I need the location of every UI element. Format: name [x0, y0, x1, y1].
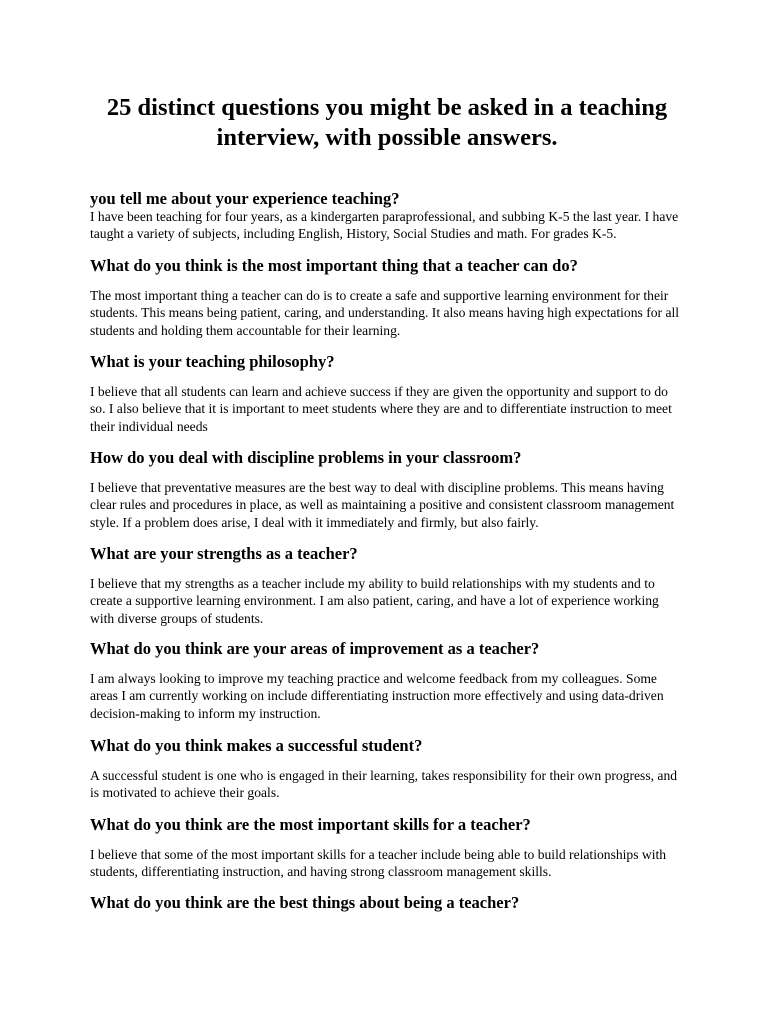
question-heading: How do you deal with discipline problems in your classroom? [90, 448, 522, 467]
answer-paragraph: I believe that preventative measures are the best way to deal with discipline problems. This means having clear rules and procedures in place, as well as maintaining a positive and consistent classroom management style. If a problem does arise, I deal with it immediately and firmly, but also fairly. [90, 480, 675, 530]
answer-paragraph: I believe that some of the most important skills for a teacher include being able to build relationships with students, differentiating instruction, and having strong classroom management skills. [90, 847, 667, 880]
question-heading: What are your strengths as a teacher? [90, 544, 358, 563]
question-heading: What do you think makes a successful student? [90, 736, 423, 755]
question-heading: you tell me about your experience teaching? [90, 189, 400, 208]
answer-paragraph: I am always looking to improve my teaching practice and welcome feedback from my colleagues. Some areas I am currently working on include differentiating instruction more effectively and using data-driven decision-making to inform my instruction. [90, 671, 664, 721]
document-title: 25 distinct questions you might be asked in a teaching interview, with possible answers. [106, 94, 668, 151]
question-heading: What is your teaching philosophy? [90, 352, 335, 371]
answer-paragraph: I believe that my strengths as a teacher include my ability to build relationships with my students and to create a supportive learning environment. I am also patient, caring, and have a lot of experience working with diverse groups of students. [90, 576, 659, 626]
question-heading: What do you think are your areas of improvement as a teacher? [90, 639, 540, 658]
answer-paragraph: The most important thing a teacher can do is to create a safe and supportive learning environment for their students. This means being patient, caring, and understanding. It also means having high expectations for all students and holding them accountable for their learning. [90, 288, 680, 338]
question-heading: What do you think are the most important skills for a teacher? [90, 815, 531, 834]
question-heading: What do you think is the most important thing that a teacher can do? [90, 256, 578, 275]
question-heading: What do you think are the best things about being a teacher? [90, 893, 520, 912]
answer-paragraph: I believe that all students can learn and achieve success if they are given the opportunity and support to do so. I also believe that it is important to meet students where they are and to differentiate instruction to meet their individual needs [90, 384, 672, 434]
answer-paragraph: A successful student is one who is engaged in their learning, takes responsibility for their own progress, and is motivated to achieve their goals. [90, 768, 678, 801]
answer-paragraph: I have been teaching for four years, as a kindergarten paraprofessional, and subbing K-5 the last year. I have taught a variety of subjects, including English, History, Social Studies and math. For grades K-5. [90, 209, 679, 242]
